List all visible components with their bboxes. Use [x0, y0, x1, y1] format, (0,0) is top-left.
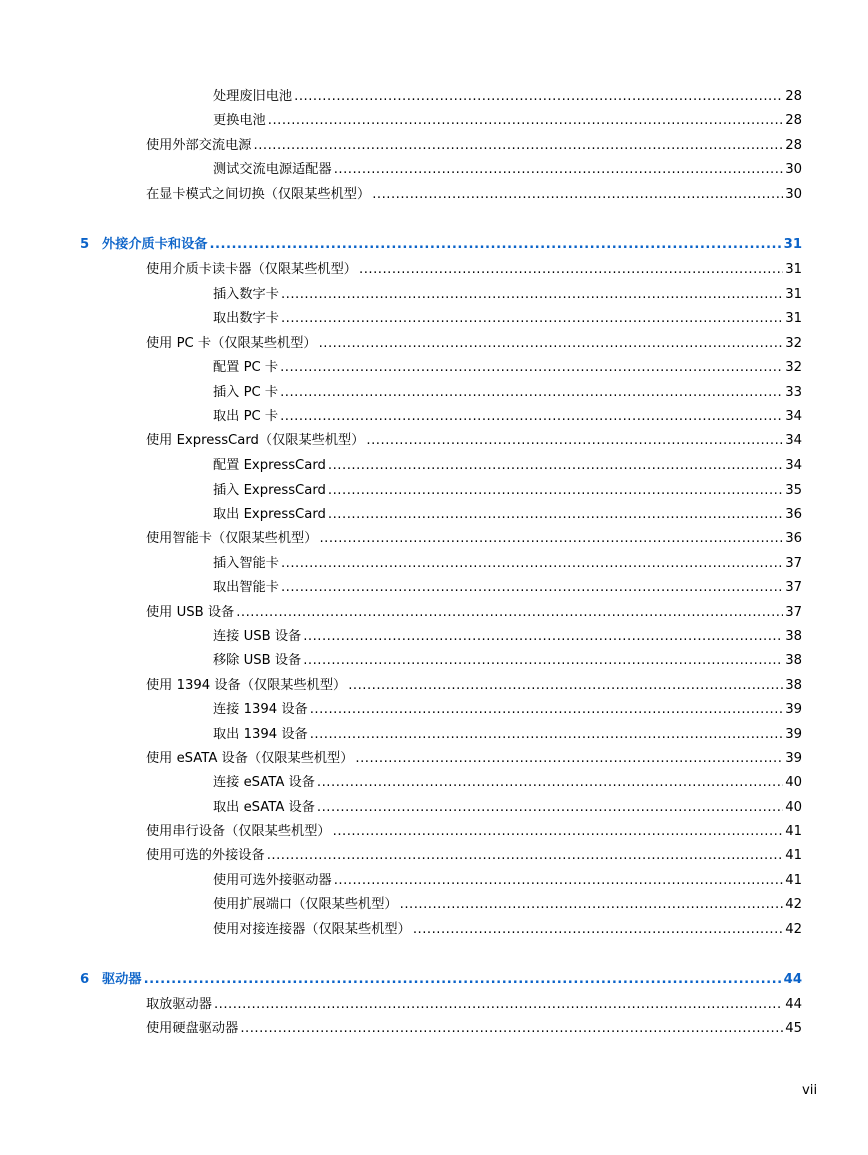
- toc-entry-title: 取出数字卡: [213, 311, 279, 326]
- toc-entry-title: 取出 PC 卡: [213, 409, 279, 424]
- dot-leader: [348, 677, 783, 695]
- toc-entry[interactable]: [213, 506, 802, 524]
- toc-page-number: 45: [785, 1021, 802, 1036]
- toc-entry-title: [80, 236, 208, 254]
- dot-leader: [280, 408, 783, 426]
- toc-page-number: 41: [785, 824, 802, 839]
- toc-entry[interactable]: [146, 847, 802, 865]
- toc-entry-title: 配置 ExpressCard: [213, 458, 326, 473]
- toc-page-number: 37: [785, 580, 802, 595]
- dot-leader: [319, 335, 784, 353]
- toc-entry[interactable]: [213, 701, 802, 719]
- dot-leader: [317, 774, 783, 792]
- toc-page-number: 32: [785, 360, 802, 375]
- toc-entry[interactable]: [213, 628, 802, 646]
- toc-page-number: 41: [785, 848, 802, 863]
- dot-leader: [281, 310, 783, 328]
- toc-entry[interactable]: [213, 88, 802, 106]
- toc-entry-title: 使用扩展端口（仅限某些机型）: [213, 897, 398, 912]
- toc-entry-title: 连接 1394 设备: [213, 702, 308, 717]
- toc-page-number: 31: [785, 311, 802, 326]
- toc-entry[interactable]: [213, 112, 802, 130]
- toc-entry-title: 插入 ExpressCard: [213, 483, 326, 498]
- dot-leader: [334, 161, 784, 179]
- toc-entry-title: 使用 1394 设备（仅限某些机型）: [146, 678, 347, 693]
- chapter-title: 驱动器: [102, 972, 142, 987]
- dot-leader: [144, 971, 782, 989]
- dot-leader: [310, 726, 784, 744]
- toc-chapter-entry[interactable]: [80, 236, 802, 254]
- toc-page-number: 35: [785, 483, 802, 498]
- toc-page-number: 28: [785, 89, 802, 104]
- dot-leader: [294, 88, 783, 106]
- toc-entry[interactable]: [213, 799, 802, 817]
- chapter-number: 6: [80, 972, 90, 987]
- dot-leader: [281, 579, 783, 597]
- dot-leader: [400, 896, 784, 914]
- dot-leader: [280, 359, 783, 377]
- toc-entry[interactable]: [213, 310, 802, 328]
- dot-leader: [334, 872, 784, 890]
- dot-leader: [355, 750, 783, 768]
- toc-page-number: 38: [785, 629, 802, 644]
- toc-entry-title: 插入数字卡: [213, 287, 279, 302]
- toc-entry[interactable]: [213, 161, 802, 179]
- toc-entry[interactable]: [146, 530, 802, 548]
- chapter-number: 5: [80, 237, 90, 252]
- toc-page-number: 31: [785, 287, 802, 302]
- toc-page-number: 32: [785, 336, 802, 351]
- toc-entry[interactable]: [146, 996, 802, 1014]
- toc-entry[interactable]: [213, 408, 802, 426]
- dot-leader: [267, 847, 784, 865]
- toc-entry[interactable]: [146, 1020, 802, 1038]
- toc-entry-title: 连接 eSATA 设备: [213, 775, 315, 790]
- toc-page-number: 38: [785, 653, 802, 668]
- toc-page-number: 41: [785, 873, 802, 888]
- toc-entry-title: 使用介质卡读卡器（仅限某些机型）: [146, 262, 357, 277]
- toc-entry[interactable]: [213, 359, 802, 377]
- toc-entry[interactable]: [213, 457, 802, 475]
- toc-entry[interactable]: [213, 872, 802, 890]
- toc-entry-title: 取出智能卡: [213, 580, 279, 595]
- page-number-footer: vii: [802, 1083, 818, 1098]
- dot-leader: [236, 604, 783, 622]
- toc-entry[interactable]: [146, 823, 802, 841]
- dot-leader: [328, 506, 783, 524]
- toc-page-number: 39: [785, 702, 802, 717]
- dot-leader: [240, 1020, 783, 1038]
- dot-leader: [303, 628, 783, 646]
- toc-entry-title: 连接 USB 设备: [213, 629, 302, 644]
- toc-entry-title: [80, 971, 142, 989]
- toc-entry-title: 插入 PC 卡: [213, 385, 279, 400]
- toc-page-number: 39: [785, 751, 802, 766]
- toc-entry-title: 使用外部交流电源: [146, 138, 252, 153]
- toc-entry-title: 更换电池: [213, 113, 266, 128]
- dot-leader: [281, 555, 783, 573]
- toc-entry[interactable]: [146, 432, 802, 450]
- dot-leader: [310, 701, 784, 719]
- toc-page-number: 30: [785, 187, 802, 202]
- dot-leader: [210, 236, 782, 254]
- toc-page-number: 34: [785, 409, 802, 424]
- toc-page-number: 40: [785, 775, 802, 790]
- toc-entry-title: 测试交流电源适配器: [213, 162, 332, 177]
- toc-page-number: 42: [785, 897, 802, 912]
- toc-entry[interactable]: [213, 579, 802, 597]
- toc-entry-title: 取出 ExpressCard: [213, 507, 326, 522]
- toc-entry-title: 使用智能卡（仅限某些机型）: [146, 531, 318, 546]
- toc-entry-title: 使用 ExpressCard（仅限某些机型）: [146, 433, 365, 448]
- dot-leader: [214, 996, 783, 1014]
- toc-page-number: 37: [785, 605, 802, 620]
- dot-leader: [280, 384, 783, 402]
- toc-entry[interactable]: [146, 261, 802, 279]
- dot-leader: [319, 530, 783, 548]
- toc-chapter-entry[interactable]: [80, 971, 802, 989]
- toc-page-number: 44: [783, 972, 802, 987]
- toc-entry[interactable]: [213, 774, 802, 792]
- dot-leader: [303, 652, 783, 670]
- dot-leader: [268, 112, 783, 130]
- toc-entry-title: 在显卡模式之间切换（仅限某些机型）: [146, 187, 371, 202]
- toc-entry-title: 使用可选的外接设备: [146, 848, 265, 863]
- toc-entry-title: 处理废旧电池: [213, 89, 293, 104]
- toc-entry-title: 取出 eSATA 设备: [213, 800, 315, 815]
- toc-entry[interactable]: [146, 604, 802, 622]
- toc-entry-title: 使用串行设备（仅限某些机型）: [146, 824, 331, 839]
- toc-page-number: 39: [785, 727, 802, 742]
- toc-entry[interactable]: [146, 677, 802, 695]
- toc-page-number: 31: [785, 262, 802, 277]
- chapter-title: 外接介质卡和设备: [102, 237, 208, 252]
- toc-entry[interactable]: [213, 921, 802, 939]
- dot-leader: [281, 286, 783, 304]
- toc-entry[interactable]: [213, 286, 802, 304]
- toc-page-number: 38: [785, 678, 802, 693]
- dot-leader: [317, 799, 783, 817]
- toc-page-number: 36: [785, 531, 802, 546]
- toc-entry-title: 取放驱动器: [146, 997, 212, 1012]
- toc-page-number: 34: [785, 433, 802, 448]
- toc-entry-title: 使用 eSATA 设备（仅限某些机型）: [146, 751, 354, 766]
- dot-leader: [328, 457, 783, 475]
- toc-page-number: 34: [785, 458, 802, 473]
- toc-page-number: 28: [785, 138, 802, 153]
- toc-entry[interactable]: [146, 750, 802, 768]
- toc-page-number: 36: [785, 507, 802, 522]
- toc-page-number: 40: [785, 800, 802, 815]
- toc-entry[interactable]: [146, 335, 802, 353]
- dot-leader: [333, 823, 784, 841]
- dot-leader: [328, 482, 783, 500]
- toc-entry[interactable]: [213, 384, 802, 402]
- toc-page-number: 37: [785, 556, 802, 571]
- toc-entry-title: 移除 USB 设备: [213, 653, 302, 668]
- dot-leader: [366, 432, 783, 450]
- toc-entry-title: 使用可选外接驱动器: [213, 873, 332, 888]
- toc-entry-title: 插入智能卡: [213, 556, 279, 571]
- toc-page-number: 44: [785, 997, 802, 1012]
- toc-entry-title: 使用硬盘驱动器: [146, 1021, 239, 1036]
- toc-page-number: 31: [783, 237, 802, 252]
- toc-entry[interactable]: [146, 137, 802, 155]
- toc-entry[interactable]: [146, 186, 802, 204]
- dot-leader: [413, 921, 783, 939]
- toc-entry[interactable]: [213, 726, 802, 744]
- toc-entry[interactable]: [213, 482, 802, 500]
- toc-entry[interactable]: [213, 896, 802, 914]
- toc-entry-title: 配置 PC 卡: [213, 360, 279, 375]
- dot-leader: [254, 137, 784, 155]
- toc-page-number: 42: [785, 922, 802, 937]
- toc-entry[interactable]: [213, 652, 802, 670]
- toc-entry-title: 使用 USB 设备: [146, 605, 235, 620]
- toc-entry-title: 取出 1394 设备: [213, 727, 308, 742]
- toc-entry-title: 使用对接连接器（仅限某些机型）: [213, 922, 411, 937]
- toc-page-number: 30: [785, 162, 802, 177]
- toc-entry[interactable]: [213, 555, 802, 573]
- toc-page-number: 28: [785, 113, 802, 128]
- toc-entry-title: 使用 PC 卡（仅限某些机型）: [146, 336, 317, 351]
- dot-leader: [372, 186, 783, 204]
- dot-leader: [359, 261, 783, 279]
- toc-page-number: 33: [785, 385, 802, 400]
